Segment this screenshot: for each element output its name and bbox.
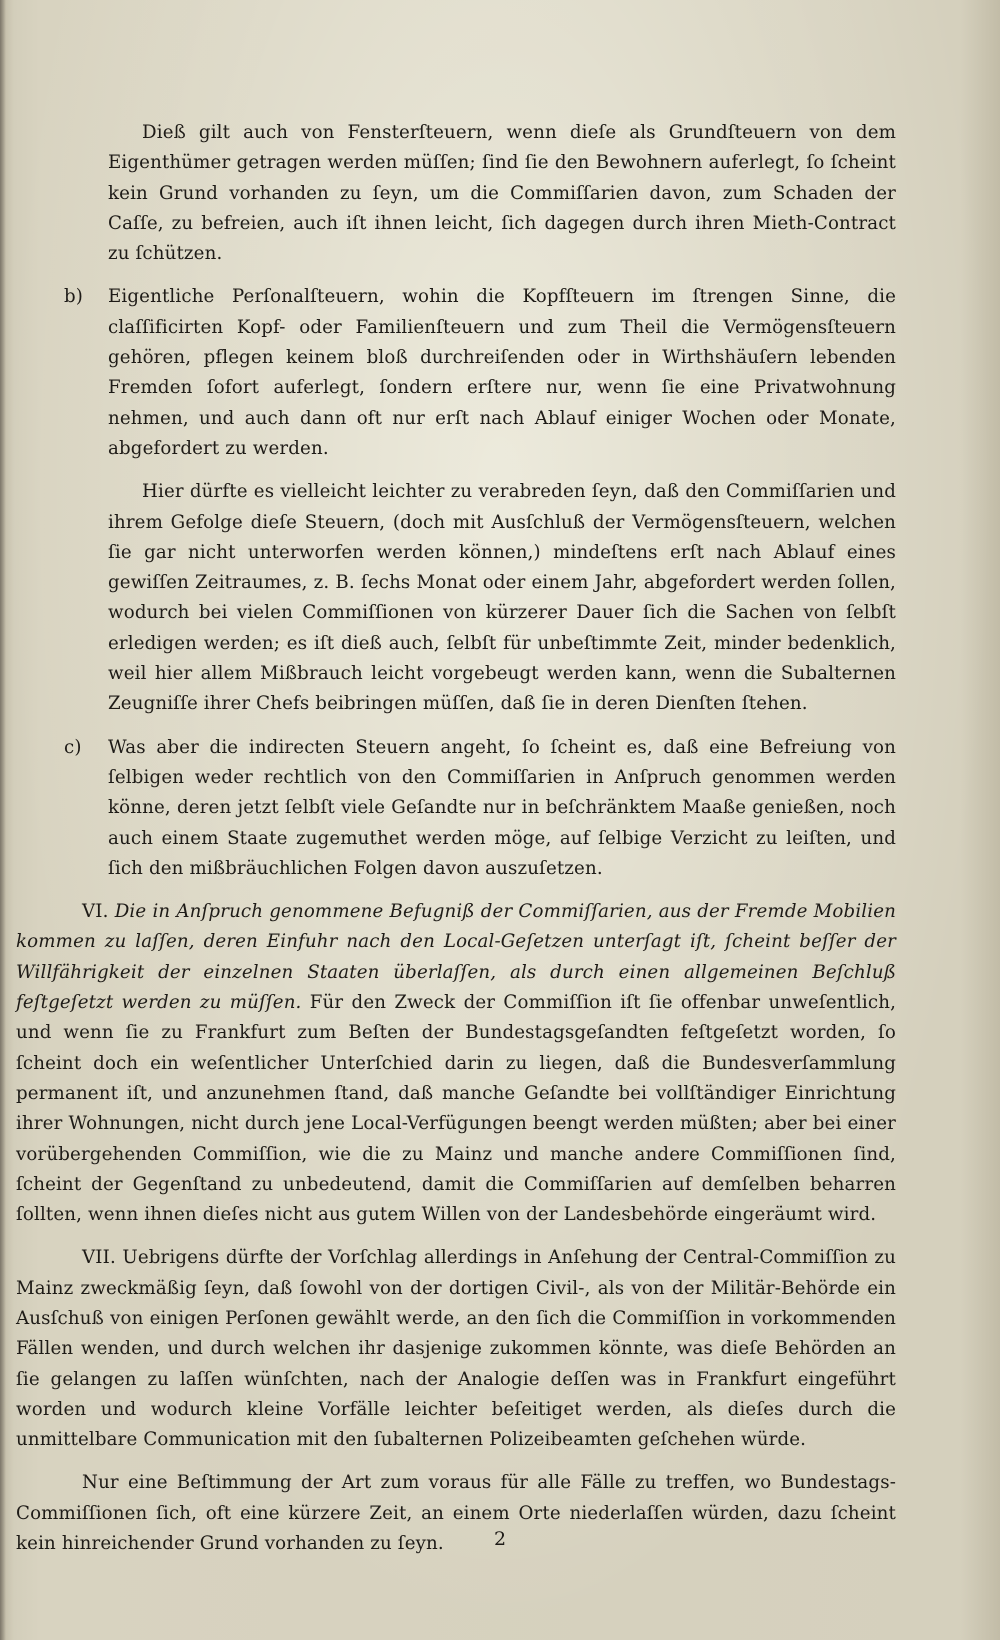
paragraph-text: Hier dürfte es vielleicht leichter zu verabreden ſeyn, daß den Commiſſarien und ihrem Gefolge dieſe Steuern, (doch mit Ausſchluß der Vermögensſteuern, welchen ſie gar nicht unterworfen werden können,) mindeſtens erſt nach Ablauf eines gewiſſen Zeitraumes, z. B. ſechs Monat oder einem Jahr, abgefordert werden ſollen, wodurch bei vielen Commiſſionen von kürzerer Dauer ſich die Sachen von ſelbſt erledigen werden; es iſt dieß auch, ſelbſt für unbeſtimmte Zeit, minder bedenklich, weil hier allem Mißbrauch leicht vorgebeugt werden kann, wenn die Subalternen Zeugniſſe ihrer Chefs beibringen müſſen, daß ſie in deren Dienſten ſtehen. [108,481,896,715]
section-numeral-vii: VII. [82,1247,116,1269]
section-vii-text: Uebrigens dürfte der Vorſchlag allerdings in Anſehung der Central-Commiſſion zu Mainz zweckmäßig ſeyn, daß ſowohl von der dortigen Civil-, als von der Militär-Behörde ein Ausſchuß von einigen Perſonen gewählt werde, an den ſich die Commiſſion in vorkommenden Fällen wenden, und durch welchen ihr dasjenige zukommen könnte, was dieſe Behörden an ſie gelangen zu laſſen wünſchten, nach der Analogie deſſen was in Frankfurt eingeführt worden und wodurch kleine Vorfälle leichter beſeitiget werden, als dieſes durch die unmittelbare Communication mit den ſubalternen Polizeibeamten geſchehen würde. [16,1247,896,1451]
paragraph-exemption-period [16,477,896,719]
paragraph-indirect-taxes: Was aber die indirecten Steuern angeht, ſo ſcheint es, daß eine Befreiung von ſelbigen weder rechtlich von den Commiſſarien in Anſpruch genommen werden könne, deren jetzt ſelbſt viele Geſandte nur in beſchränktem Maaße genießen, noch auch einem Staate zugemuthet werden möge, auf ſelbige Verzicht zu leiſten, und ſich den mißbräuchlichen Folgen davon auszuſetzen. [108,736,896,879]
section-vi [16,897,896,1230]
paragraph-window-tax [16,118,896,269]
section-vii [16,1243,896,1455]
list-item-b [16,282,896,464]
section-numeral-vi: VI. [82,901,109,923]
paragraph-text: Dieß gilt auch von Fensterſteuern, wenn dieſe als Grundſteuern von dem Eigenthümer getragen werden müſſen; ſind ſie den Bewohnern auferlegt, ſo ſcheint kein Grund vorhanden zu ſeyn, um die Commiſſarien davon, zum Schaden der Caſſe, zu befreien, auch iſt ihnen leicht, ſich dagegen durch ihren Mieth-Contract zu ſchützen. [108,122,896,265]
body-text [16,118,896,1572]
section-vi-text: Für den Zweck der Commiſſion iſt ſie offenbar unweſentlich, und wenn ſie zu Frankfurt zum Beſten der Bundestagsgeſandten feſtgeſetzt worden, ſo ſcheint doch ein weſentlicher Unterſchied darin zu liegen, daß die Bundesverſammlung permanent iſt, und anzunehmen ſtand, daß manche Geſandte bei vollſtändiger Einrichtung ihrer Wohnungen, nicht durch jene Local-Verfügungen beengt werden müßten; aber bei einer vorübergehenden Commiſſion, wie die zu Mainz und manche andere Commiſſionen ſind, ſcheint der Gegenſtand zu unbedeutend, damit die Commiſſarien auf demſelben beharren ſollten, wenn ihnen dieſes nicht aus gutem Willen von der Landesbehörde eingeräumt wird. [16,992,897,1226]
list-marker-c: c) [64,736,82,758]
page-number: 2 [493,1528,507,1550]
list-marker-b: b) [64,286,84,308]
list-item-c [16,733,896,884]
paragraph-text: Nur eine Beſtimmung der Art zum voraus für alle Fälle zu treffen, wo Bundestags-Commiſſionen ſich, oft eine kürzere Zeit, an einem Orte niederlaſſen würden, dazu ſcheint kein hinreichender Grund vorhanden zu ſeyn. [16,1472,896,1555]
section-vi-lead: Die in Anſpruch genommene Befugniß der Commiſſarien, aus der Fremde Mobilien kommen zu laſſen, deren Einfuhr nach den Local-Geſetzen unterſagt iſt, ſcheint beſſer der Willfährigkeit der einzelnen Staaten überlaſſen, als durch einen allgemeinen Beſchluß feſtgeſetzt werden zu müſſen. [16,901,897,1014]
paragraph-personal-taxes: Eigentliche Perſonalſteuern, wohin die Kopfſteuern im ſtrengen Sinne, die claſſificirten Kopf- oder Familienſteuern und zum Theil die Vermögensſteuern gehören, pflegen keinem bloß durchreiſenden oder in Wirthshäuſern lebenden Fremden ſofort auferlegt, ſondern erſtere nur, wenn ſie eine Privatwohnung nehmen, und auch dann oft nur erſt nach Ablauf einiger Wochen oder Monate, abgefordert zu werden. [108,286,896,459]
